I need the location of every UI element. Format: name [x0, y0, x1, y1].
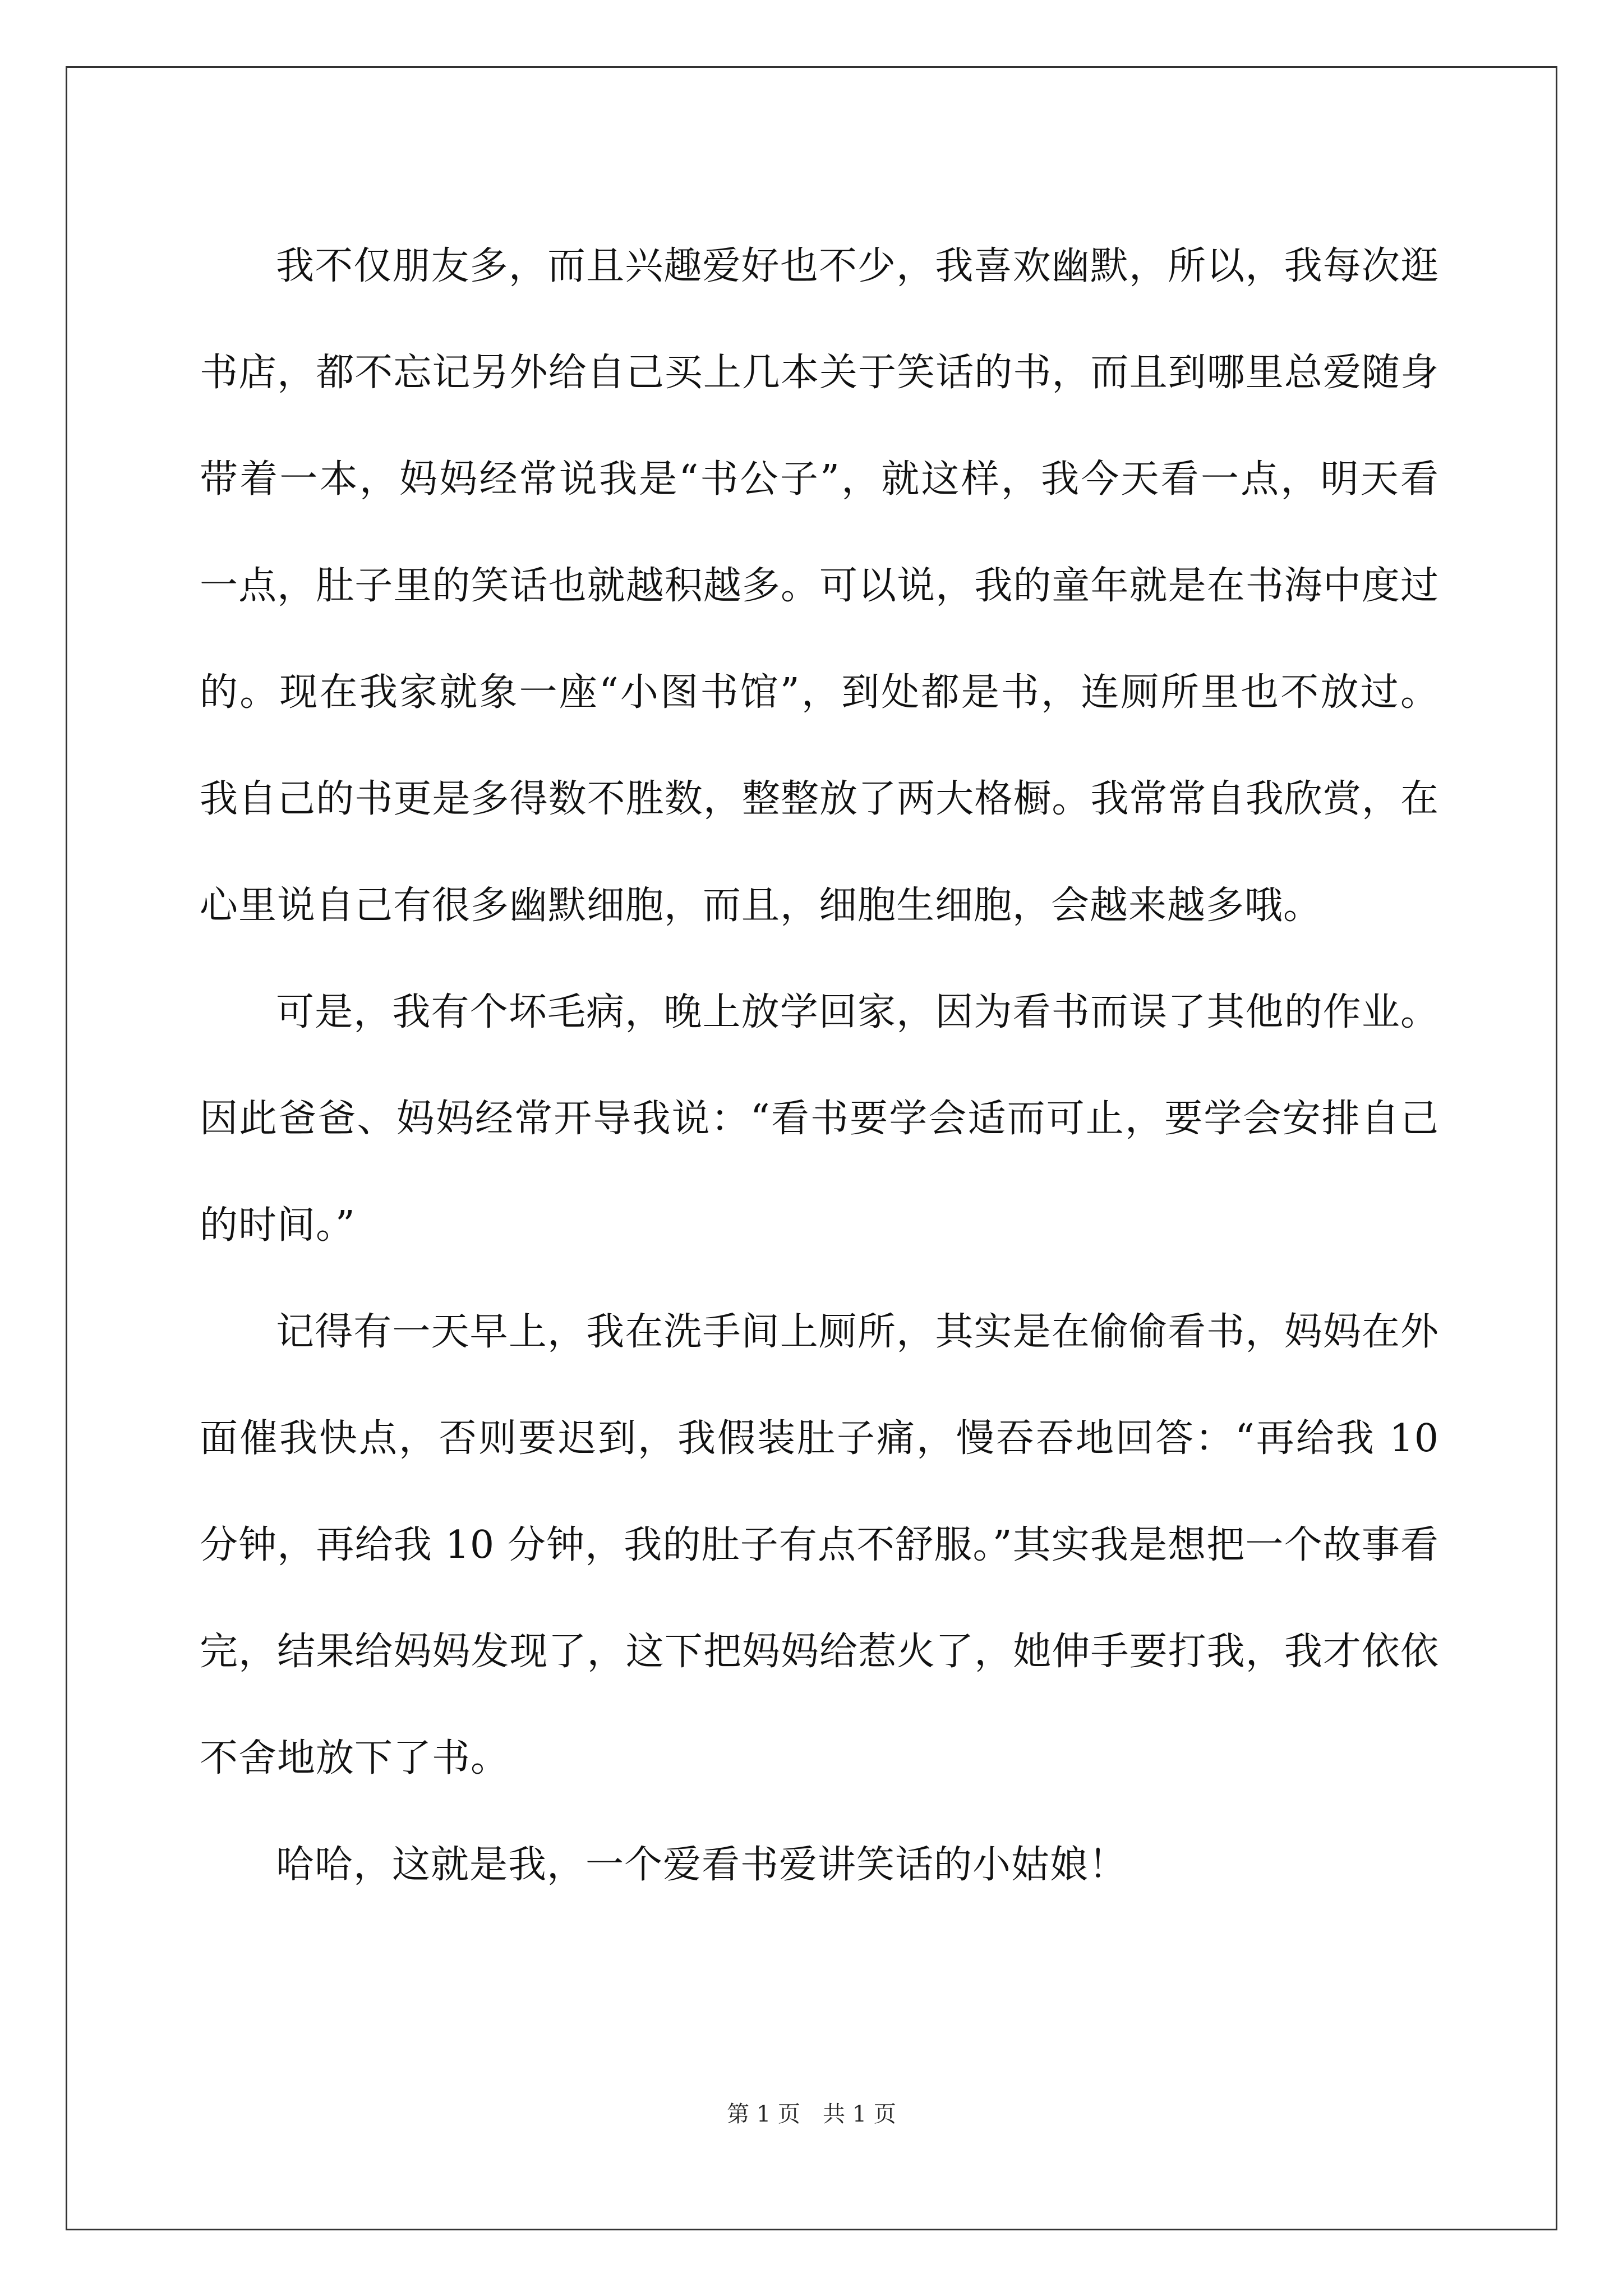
paragraph-2: 可是，我有个坏毛病，晚上放学回家，因为看书而误了其他的作业。因此爸爸、妈妈经常开导我说：“看书要学会适而可止，要学会安排自己的时间。” — [200, 990, 1439, 1248]
paragraph-3: 记得有一天早上，我在洗手间上厕所，其实是在偷偷看书，妈妈在外面催我快点，否则要迟到，我假装肚子痛，慢吞吞地回答：“再给我 10 分钟，再给我 10 分钟，我的肚子有点不舒服。”其实我是想把一个故事看完，结果给妈妈发现了，这下把妈妈给惹火了，她伸手要打我，我才依依不舍地放下了书。 — [200, 1310, 1439, 1780]
paragraph-1: 我不仅朋友多，而且兴趣爱好也不少，我喜欢幽默，所以，我每次逛书店，都不忘记另外给自己买上几本关于笑话的书，而且到哪里总爱随身带着一本，妈妈经常说我是“书公子”，就这样，我今天看一点，明天看一点，肚子里的笑话也就越积越多。可以说，我的童年就是在书海中度过的。现在我家就象一座“小图书馆”，到处都是书，连厕所里也不放过。我自己的书更是多得数不胜数，整整放了两大格橱。我常常自我欣赏，在心里说自己有很多幽默细胞，而且，细胞生细胞，会越来越多哦。 — [200, 244, 1439, 928]
page-number-footer: 第 1 页 共 1 页 — [727, 2101, 896, 2127]
paragraph-4: 哈哈，这就是我，一个爱看书爱讲笑话的小姑娘！ — [276, 1843, 1128, 1887]
document-body — [200, 213, 1439, 1918]
